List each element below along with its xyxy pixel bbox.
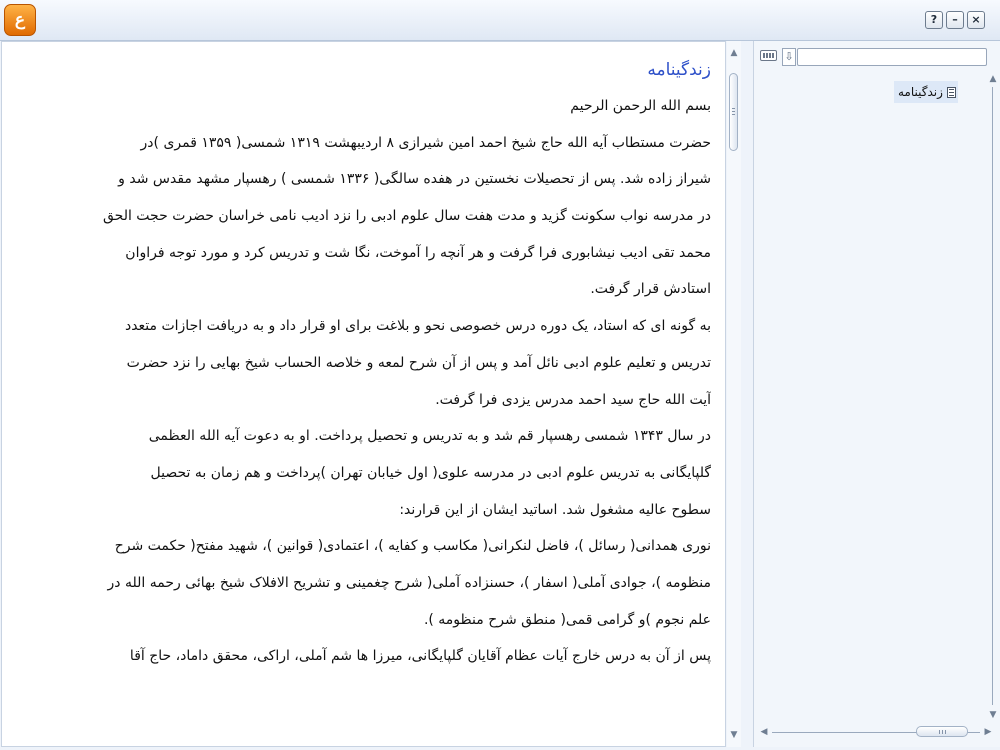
text-line: گلپایگانی به تدریس علوم ادبی در مدرسه علوی( اول خیابان تهران )پرداخت و هم زمان به تحصیل [150,464,711,481]
search-arrow-icon[interactable]: ⇩ [782,48,796,66]
text-line: پس از آن به درس خارج آیات عظام آقایان گلپایگانی، میرزا ها شم آملی، اراکی، محقق داماد، حاج آقا [129,648,711,665]
title-bar [0,0,1000,41]
document-content [18,52,711,675]
text-line: علم نجوم )و گرامی قمی( منطق شرح منظومه ). [423,611,711,628]
text-line: تدریس و تعلیم علوم ادبی نائل آمد و پس از آن شرح لمعه و خلاصه الحساب شیخ بهایی را نزد حضرت [126,354,711,371]
scroll-up-arrow-icon[interactable]: ▲ [730,48,738,58]
document-title: زندگینامه [647,60,711,80]
document-pane[interactable] [1,41,726,747]
text-line: سطوح عالیه مشغول شد. اساتید ایشان از این قرارند: [399,501,711,518]
text-line: منظومه )، جوادی آملی( اسفار )، حسنزاده آملی( شرح چغمینی و تشریح الافلاک شیخ بهائی رحمه الله در [107,574,711,591]
text-line: بسم الله الرحمن الرحیم [570,98,711,114]
text-line: استادش قرار گرفت. [590,281,711,298]
scroll-down-arrow-icon[interactable]: ▼ [730,730,738,740]
document-scroll-thumb[interactable] [729,73,738,151]
text-line: به گونه ای که استاد، یک دوره درس خصوصی نحو و بلاغت برای او قرار داد و به دریافت اجازات متعدد [124,318,711,335]
text-line: حضرت مستطاب آیه الله حاج شیخ احمد امین شیرازی ۸ اردیبهشت ۱۳۱۹ شمسی( ۱۳۵۹ قمری )در [140,134,711,151]
tree-item-biography[interactable] [894,81,958,103]
panel-scroll-up-arrow-icon[interactable]: ▲ [989,74,997,84]
text-line: در مدرسه نواب سکونت گزید و مدت هفت سال علوم ادبی را نزد ادیب نامی خراسان حضرت حجت الحق [102,208,711,225]
panel-scrollbar[interactable] [987,73,997,721]
app-logo[interactable]: ع [4,4,36,36]
minimize-button[interactable]: – [946,11,964,29]
side-panel [753,41,1000,747]
text-line: آیت الله حاج سید احمد مدرس یزدی فرا گرفت. [435,391,711,408]
close-button[interactable]: × [967,11,985,29]
scroll-left-arrow-icon[interactable]: ◀ [760,727,768,737]
document-scrollbar[interactable] [727,41,741,747]
panel-horizontal-scrollbar[interactable] [758,725,996,739]
keyboard-icon[interactable] [760,50,777,61]
text-line: محمد تقی ادیب نیشابوری فرا گرفت و هر آنچه را آموخت، نگا شت و تدریس کرد و مورد توجه فراوان [125,244,711,261]
help-button[interactable]: ? [925,11,943,29]
panel-horizontal-scroll-thumb[interactable] [916,726,968,737]
text-line: در سال ۱۳۴۳ شمسی رهسپار قم شد و به تدریس و تحصیل پرداخت. او به دعوت آیه الله العظمی [148,428,711,445]
document-icon [947,87,956,98]
search-input[interactable] [797,48,987,66]
scroll-right-arrow-icon[interactable]: ▶ [984,727,992,737]
text-line: نوری همدانی( رسائل )، فاضل لنکرانی( مکاسب و کفایه )، اعتمادی( قوانین )، شهید مفتح( حکمت شرح [114,538,711,555]
panel-scroll-down-arrow-icon[interactable]: ▼ [989,710,997,720]
text-line: شیراز زاده شد. پس از تحصیلات نخستین در هفده سالگی( ۱۳۳۶ شمسی ) رهسپار مشهد مقدس شد و [118,171,711,188]
tree-item-label: زندگینامه [898,85,943,99]
